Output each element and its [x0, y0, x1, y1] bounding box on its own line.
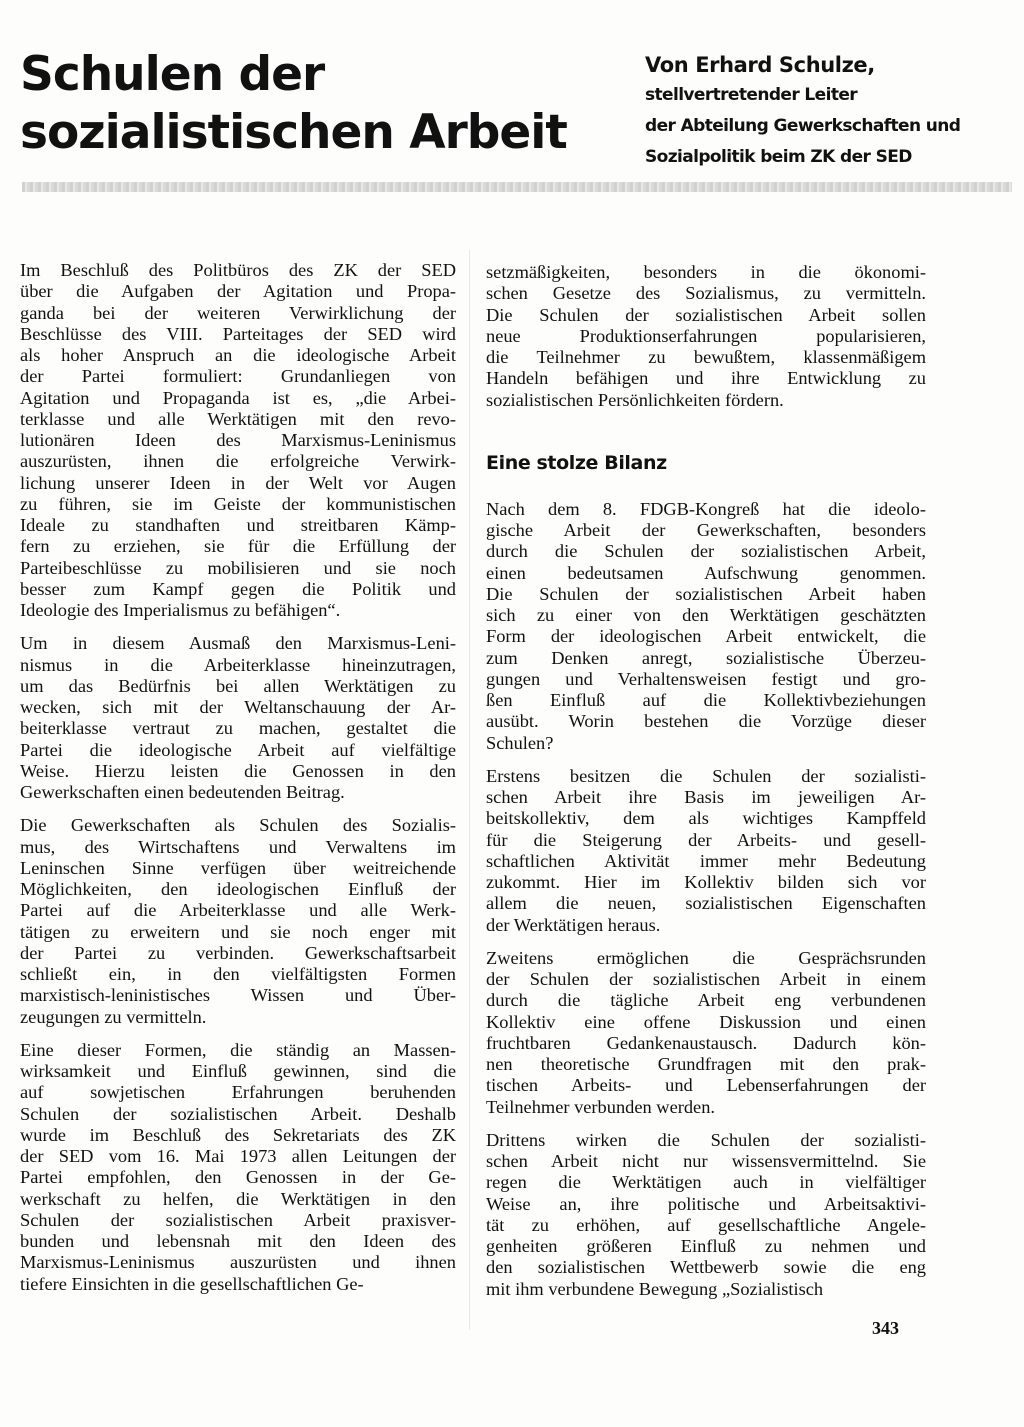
- text-line: auf sowjetischen Erfahrungen beruhenden: [20, 1082, 456, 1103]
- section-heading: Eine stolze Bilanz: [486, 451, 667, 474]
- text-line: Beschlüsse des VIII. Parteitages der SED wird: [20, 323, 456, 344]
- text-line: werkschaft zu helfen, die Werktätigen in den: [20, 1188, 456, 1209]
- text-line: durch die tägliche Arbeit eng verbundenen: [486, 990, 926, 1011]
- text-line: den sozialistischen Wettbewerb sowie die eng: [486, 1257, 926, 1278]
- right-paragraphs: [486, 499, 926, 1300]
- text-line: gische Arbeit der Gewerkschaften, besonders: [486, 520, 926, 540]
- paragraph: [20, 633, 456, 803]
- paragraph: [486, 1130, 926, 1300]
- text-line: gungen und Verhaltensweisen festigt und gro-: [486, 668, 926, 689]
- paragraph: [486, 948, 926, 1118]
- text-line: Die Schulen der sozialistischen Arbeit sollen: [486, 304, 926, 325]
- header-divider: [22, 182, 1012, 192]
- paragraph: [20, 260, 456, 621]
- text-line: nismus in die Arbeiterklasse hineinzutragen,: [20, 654, 456, 675]
- text-line: Agitation und Propaganda ist es, „die Arbei-: [20, 387, 456, 408]
- text-line: Zweitens ermöglichen die Gesprächsrunden: [486, 947, 926, 968]
- text-line: mus, des Wirtschaftens und Verwaltens im: [20, 836, 456, 857]
- text-line: Um in diesem Ausmaß den Marxismus-Leni-: [20, 633, 456, 654]
- text-line: der Partei zu verbinden. Gewerkschaftsarbeit: [20, 942, 456, 963]
- text-line: sich zu einer von den Werktätigen geschätzten: [486, 605, 926, 625]
- text-line: schen Gesetze des Sozialismus, zu vermitteln.: [486, 283, 926, 304]
- text-line: Schulen der sozialistischen Arbeit. Deshalb: [20, 1103, 456, 1124]
- text-line: lichung unserer Ideen in der Welt vor Augen: [20, 472, 456, 493]
- paragraph: [486, 262, 926, 411]
- title-line: Schulen der: [20, 47, 325, 102]
- text-line: Teilnehmer verbunden werden.: [486, 1096, 716, 1117]
- text-line: Weise an, ihre politische und Arbeitsaktivi-: [486, 1193, 926, 1214]
- text-line: tät zu erhöhen, auf gesellschaftliche Angele-: [486, 1214, 926, 1235]
- text-line: durch die Schulen der sozialistischen Arbeit,: [486, 541, 926, 562]
- text-line: der Werktätigen heraus.: [486, 914, 661, 935]
- text-line: zum Denken anregt, sozialistische Überzeu-: [486, 647, 926, 668]
- text-line: Partei auf die Arbeiterklasse und alle Werk-: [20, 900, 456, 921]
- text-line: Erstens besitzen die Schulen der sozialisti-: [486, 765, 926, 786]
- title-line: sozialistischen Arbeit: [20, 105, 567, 160]
- text-line: beitskollektiv, dem als wichtiges Kampffeld: [486, 808, 926, 829]
- text-line: ßen Einfluß auf die Kollektivbeziehungen: [486, 690, 926, 710]
- right-column: [486, 262, 926, 1312]
- text-line: Nach dem 8. FDGB-Kongreß hat die ideolo-: [486, 498, 926, 519]
- paragraph: [20, 1040, 456, 1295]
- text-line: neue Produktionserfahrungen popularisieren,: [486, 325, 926, 346]
- text-line: tiefere Einsichten in die gesellschaftlichen Ge-: [20, 1273, 364, 1294]
- text-line: regen die Werktätigen auch in vielfältiger: [486, 1172, 926, 1193]
- text-line: für die Steigerung der Arbeits- und gesell-: [486, 829, 926, 850]
- paragraph: [486, 766, 926, 936]
- text-line: Ideale zu standhaften und streitbaren Kämp-: [20, 515, 456, 535]
- text-line: Marxismus-Leninismus auszurüsten und ihnen: [20, 1252, 456, 1273]
- paragraph: [20, 815, 456, 1028]
- text-line: über die Aufgaben der Agitation und Propa-: [20, 281, 456, 302]
- text-line: schaftlichen Aktivität immer mehr Bedeutung: [486, 850, 926, 871]
- text-line: mit ihm verbundene Bewegung „Sozialistisch: [486, 1278, 824, 1299]
- text-line: genheiten größeren Einfluß zu nehmen und: [486, 1236, 926, 1256]
- text-line: auszurüsten, ihnen die erfolgreiche Verwirk-: [20, 451, 456, 472]
- text-line: zeugungen zu vermitteln.: [20, 1006, 207, 1027]
- text-line: fern zu erziehen, sie für die Erfüllung der: [20, 536, 456, 557]
- text-line: Ideologie des Imperialismus zu befähigen“.: [20, 600, 341, 620]
- text-line: bunden und lebensnah mit den Ideen des: [20, 1231, 456, 1251]
- text-line: Leninschen Sinne verfügen über weitreichende: [20, 857, 456, 878]
- text-line: zu führen, sie im Geiste der kommunistischen: [20, 493, 456, 514]
- text-line: Möglichkeiten, den ideologischen Einfluß der: [20, 879, 456, 899]
- text-line: als hoher Anspruch an die ideologische Arbeit: [20, 345, 456, 365]
- text-line: um das Bedürfnis bei allen Werktätigen zu: [20, 675, 456, 696]
- text-line: Partei empfohlen, den Genossen in der Ge-: [20, 1167, 456, 1188]
- text-line: wurde im Beschluß des Sekretariats des ZK: [20, 1124, 456, 1145]
- text-line: schen Arbeit ihre Basis im jeweiligen Ar-: [486, 787, 926, 807]
- text-line: Drittens wirken die Schulen der sozialisti-: [486, 1129, 926, 1150]
- text-line: die Teilnehmer zu bewußtem, klassenmäßigem: [486, 347, 926, 367]
- text-line: schließt ein, in den vielfältigsten Formen: [20, 964, 456, 984]
- text-line: Partei die ideologische Arbeit auf vielfältige: [20, 739, 456, 760]
- text-line: allem die neuen, sozialistischen Eigenschaften: [486, 893, 926, 914]
- paragraph: [486, 499, 926, 754]
- text-line: Schulen der sozialistischen Arbeit praxisver-: [20, 1209, 456, 1230]
- text-line: terklasse und alle Werktätigen mit den revo-: [20, 408, 456, 429]
- byline-line: der Abteilung Gewerkschaften und: [645, 116, 961, 136]
- text-line: ganda bei der weiteren Verwirklichung der: [20, 302, 456, 323]
- text-line: Kollektiv eine offene Diskussion und einen: [486, 1011, 926, 1032]
- text-line: einen bedeutsamen Aufschwung genommen.: [486, 562, 926, 583]
- text-line: wecken, sich mit der Weltanschauung der Ar-: [20, 697, 456, 717]
- article-title: [20, 46, 580, 162]
- text-line: wirksamkeit und Einfluß gewinnen, sind die: [20, 1061, 456, 1081]
- text-line: nen theoretische Grundfragen mit den prak-: [486, 1054, 926, 1074]
- text-line: Die Gewerkschaften als Schulen des Sozialis-: [20, 815, 456, 836]
- text-line: ausübt. Worin bestehen die Vorzüge dieser: [486, 711, 926, 732]
- text-line: sozialistischen Persönlichkeiten fördern.: [486, 389, 784, 410]
- text-line: setzmäßigkeiten, besonders in die ökonomi-: [486, 262, 926, 282]
- text-line: Handeln befähigen und ihre Entwicklung zu: [486, 368, 926, 389]
- text-line: Im Beschluß des Politbüros des ZK der SED: [20, 260, 456, 280]
- text-line: tischen Arbeits- und Lebenserfahrungen der: [486, 1075, 926, 1096]
- byline-line: Sozialpolitik beim ZK der SED: [645, 147, 912, 167]
- page-number: 343: [872, 1318, 899, 1338]
- author-byline: [645, 50, 1005, 173]
- text-line: besser zum Kampf gegen die Politik und: [20, 578, 456, 599]
- text-line: zukommt. Hier im Kollektiv bilden sich vor: [486, 872, 926, 892]
- text-line: Eine dieser Formen, die ständig an Massen-: [20, 1039, 456, 1060]
- byline-line: Von Erhard Schulze,: [645, 53, 875, 77]
- text-line: der Partei formuliert: Grundanliegen von: [20, 366, 456, 387]
- text-line: Form der ideologischen Arbeit entwickelt, die: [486, 626, 926, 647]
- text-line: Weise. Hierzu leisten die Genossen in den: [20, 760, 456, 781]
- left-column: [20, 260, 456, 1307]
- text-line: tätigen zu erweitern und sie noch enger mit: [20, 921, 456, 942]
- text-line: Schulen?: [486, 732, 554, 753]
- text-line: der Schulen der sozialistischen Arbeit in einem: [486, 969, 926, 989]
- text-line: lutionären Ideen des Marxismus-Leninismus: [20, 430, 456, 450]
- text-line: beiterklasse vertraut zu machen, gestaltet die: [20, 718, 456, 739]
- text-line: marxistisch-leninistisches Wissen und Über-: [20, 985, 456, 1006]
- text-line: Die Schulen der sozialistischen Arbeit haben: [486, 583, 926, 604]
- column-divider: [469, 250, 470, 1330]
- text-line: Gewerkschaften einen bedeutenden Beitrag.: [20, 782, 345, 802]
- text-line: Parteibeschlüsse zu mobilisieren und sie noch: [20, 557, 456, 578]
- text-line: der SED vom 16. Mai 1973 allen Leitungen der: [20, 1146, 456, 1166]
- text-line: fruchtbaren Gedankenaustausch. Dadurch kön-: [486, 1032, 926, 1053]
- text-line: schen Arbeit nicht nur wissensvermittelnd. Sie: [486, 1151, 926, 1171]
- byline-line: stellvertretender Leiter: [645, 85, 858, 105]
